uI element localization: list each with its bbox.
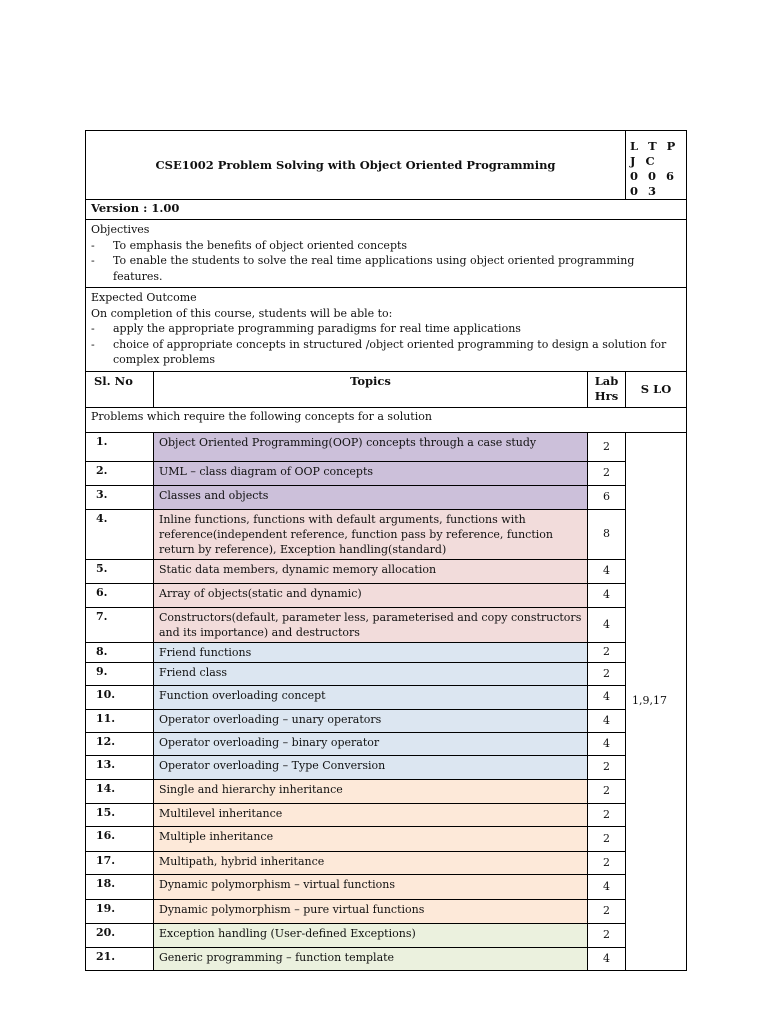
lab-hours-cell: 2 (588, 803, 626, 826)
row-number: 8. (86, 642, 154, 662)
topic-cell: Operator overloading – Type Conversion (154, 755, 588, 779)
dash-bullet: - (91, 238, 95, 252)
topic-cell: Dynamic polymorphism – pure virtual functions (154, 899, 588, 923)
table-row (86, 923, 687, 947)
row-number: 12. (86, 732, 154, 755)
table-row (86, 709, 687, 732)
topic-cell: Inline functions, functions with default arguments, functions with reference(independent reference, function pass by reference, function return by reference), Exception handling(standard) (154, 509, 588, 559)
topic-cell: Single and hierarchy inheritance (154, 779, 588, 803)
table-row (86, 509, 687, 559)
table-row (86, 432, 687, 461)
lab-hours-cell: 4 (588, 583, 626, 607)
outcome-row (86, 288, 687, 372)
note-row (86, 407, 687, 432)
syllabus-table (85, 130, 687, 971)
topic-cell: Static data members, dynamic memory allocation (154, 559, 588, 583)
table-row (86, 685, 687, 709)
row-number: 4. (86, 509, 154, 559)
table-row (86, 874, 687, 899)
row-number: 19. (86, 899, 154, 923)
objectives-heading: Objectives (91, 223, 150, 236)
table-row (86, 485, 687, 509)
table-row (86, 779, 687, 803)
dash-bullet: - (91, 254, 95, 267)
lab-hours-cell: 4 (588, 709, 626, 732)
table-row (86, 826, 687, 851)
objective-text: To emphasis the benefits of object oriented concepts (113, 238, 408, 252)
topic-cell: UML – class diagram of OOP concepts (154, 461, 588, 485)
row-number: 17. (86, 851, 154, 874)
row-number: 20. (86, 923, 154, 947)
row-number: 15. (86, 803, 154, 826)
objectives-row (86, 220, 687, 288)
topic-cell: Friend class (154, 662, 588, 685)
table-row (86, 662, 687, 685)
row-number: 14. (86, 779, 154, 803)
course-title-row (86, 131, 687, 200)
lab-hours-cell: 4 (588, 685, 626, 709)
objective-item (91, 253, 681, 284)
table-row (86, 583, 687, 607)
table-row (86, 607, 687, 642)
course-title: CSE1002 Problem Solving with Object Oriented Programming (86, 131, 626, 200)
lab-hours-cell: 2 (588, 662, 626, 685)
lab-hours-cell: 2 (588, 461, 626, 485)
ltpjc-values: 0 0 6 0 3 (630, 169, 678, 198)
row-number: 10. (86, 685, 154, 709)
outcome-text: choice of appropriate concepts in structured /object oriented programming to design a solution for complex problems (113, 337, 667, 366)
outcome-intro: On completion of this course, students will be able to: (91, 306, 393, 320)
topic-cell: Function overloading concept (154, 685, 588, 709)
row-number: 1. (86, 432, 154, 461)
topic-cell: Constructors(default, parameter less, parameterised and copy constructors and its importance) and destructors (154, 607, 588, 642)
table-row (86, 732, 687, 755)
version-label: Version : 1.00 (86, 200, 687, 220)
row-number: 2. (86, 461, 154, 485)
ltpjc-cell (626, 131, 687, 200)
outcome-text: apply the appropriate programming paradigms for real time applications (113, 322, 521, 335)
header-lab-hrs: Lab Hrs (588, 371, 626, 407)
topic-cell: Generic programming – function template (154, 947, 588, 970)
header-slo: S LO (626, 371, 687, 407)
table-row (86, 947, 687, 970)
lab-hours-cell: 4 (588, 607, 626, 642)
topic-cell: Multiple inheritance (154, 826, 588, 851)
outcome-block (86, 288, 687, 372)
topic-cell: Operator overloading – unary operators (154, 709, 588, 732)
topic-cell: Exception handling (User-defined Exceptions) (154, 923, 588, 947)
lab-hours-cell: 4 (588, 947, 626, 970)
row-number: 6. (86, 583, 154, 607)
dash-bullet: - (91, 322, 95, 335)
row-number: 13. (86, 755, 154, 779)
row-number: 18. (86, 874, 154, 899)
table-row (86, 559, 687, 583)
row-number: 5. (86, 559, 154, 583)
outcome-heading: Expected Outcome (91, 291, 197, 304)
row-number: 7. (86, 607, 154, 642)
lab-hours-cell: 2 (588, 755, 626, 779)
topics-header-row (86, 371, 687, 407)
topic-cell: Operator overloading – binary operator (154, 732, 588, 755)
outcome-item (91, 337, 681, 368)
row-number: 21. (86, 947, 154, 970)
outcome-item (91, 321, 681, 337)
topic-cell: Object Oriented Programming(OOP) concepts through a case study (154, 432, 588, 461)
lab-hours-cell: 6 (588, 485, 626, 509)
lab-hours-cell: 2 (588, 851, 626, 874)
lab-hours-cell: 2 (588, 642, 626, 662)
lab-hours-cell: 8 (588, 509, 626, 559)
topic-cell: Friend functions (154, 642, 588, 662)
header-sl-no: Sl. No (86, 371, 154, 407)
lab-hours-cell: 4 (588, 874, 626, 899)
lab-hours-cell: 2 (588, 826, 626, 851)
topic-cell: Multipath, hybrid inheritance (154, 851, 588, 874)
table-row (86, 642, 687, 662)
ltpjc-letters: L T P J C (630, 139, 679, 168)
slo-cell: 1,9,17 (626, 432, 687, 970)
row-number: 3. (86, 485, 154, 509)
objective-text: To enable the students to solve the real time applications using object oriented programming features. (113, 254, 635, 283)
table-row (86, 755, 687, 779)
objective-item (91, 238, 681, 254)
syllabus-document (85, 130, 686, 971)
topic-cell: Array of objects(static and dynamic) (154, 583, 588, 607)
table-row (86, 899, 687, 923)
lab-hours-cell: 2 (588, 779, 626, 803)
lab-hours-cell: 4 (588, 732, 626, 755)
row-number: 11. (86, 709, 154, 732)
row-number: 9. (86, 662, 154, 685)
concepts-note: Problems which require the following concepts for a solution (86, 407, 687, 432)
table-row (86, 803, 687, 826)
objectives-block (86, 220, 687, 288)
lab-hours-cell: 2 (588, 923, 626, 947)
dash-bullet: - (91, 337, 95, 351)
lab-hours-cell: 2 (588, 432, 626, 461)
lab-hours-cell: 2 (588, 899, 626, 923)
table-row (86, 461, 687, 485)
topic-cell: Classes and objects (154, 485, 588, 509)
topic-cell: Dynamic polymorphism – virtual functions (154, 874, 588, 899)
lab-hours-cell: 4 (588, 559, 626, 583)
header-topics: Topics (154, 371, 588, 407)
row-number: 16. (86, 826, 154, 851)
version-row (86, 200, 687, 220)
topic-cell: Multilevel inheritance (154, 803, 588, 826)
table-row (86, 851, 687, 874)
